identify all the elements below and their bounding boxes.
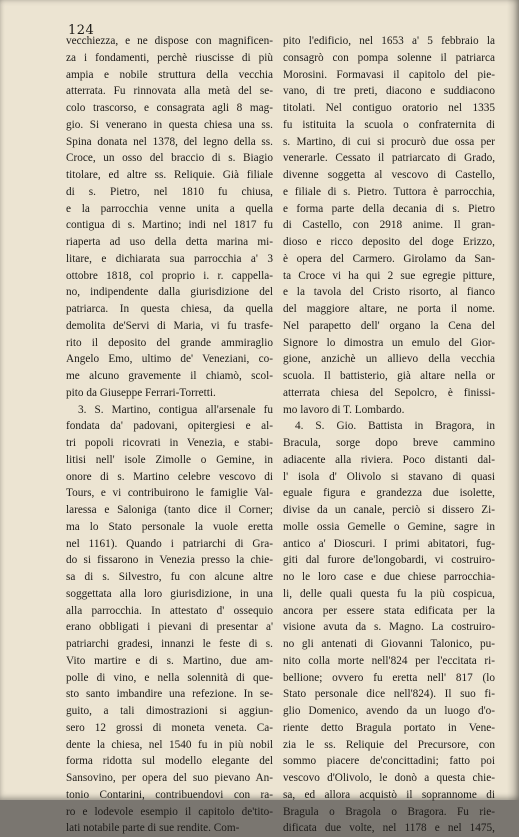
left-line: Angelo Emo, ultimo de' Veneziani, co- (66, 353, 273, 366)
right-line: dificata due volte, nel 1178 e nel 1475, (283, 822, 495, 835)
spine-shadow (507, 0, 519, 800)
right-line: vano, di tre preti, diacono e suddiacono (283, 85, 495, 98)
left-line: riaperta ad uso della detta marina mi- (66, 236, 273, 248)
right-line: e la tavola del Cristo risorto, al fianco (283, 286, 495, 299)
right-line: e filiale di s. Pietro. Tuttora è parrocchia, (283, 185, 495, 198)
left-line: guito, a tali dimostrazioni si aggiun- (66, 705, 273, 717)
left-line: sto santo imbandire una refezione. In se- (66, 688, 273, 701)
left-line: gio. Si venerano in questa chiesa una ss. (66, 118, 273, 131)
right-line: scuola. Il battisterio, già altare nella or (283, 370, 495, 382)
left-line: erano obbligati i pievani di presentar a' (66, 621, 273, 634)
right-line: no gli antenati di Giovanni Talonico, pu- (283, 638, 495, 650)
left-line: fondata da' padovani, opitergiesi e al- (66, 420, 273, 433)
right-line: titolati. Nel contiguo oratorio nel 1335 (283, 102, 495, 114)
right-line: ancora per essere stata edificata per la (283, 604, 495, 617)
right-line: giti dal furore de'longobardi, vi costruiro- (283, 554, 495, 567)
right-line: gione, anzichè un allievo della vecchia (283, 353, 495, 366)
left-line: litare, e dichiarata sua parrocchia a' 3 (66, 252, 273, 265)
right-line: venerarle. Cessato il patriarcato di Grado, (283, 152, 495, 165)
left-line: e la parrocchia venne unita a quella (66, 202, 273, 215)
left-line: vecchiezza, e ne dispose con magnificen- (66, 35, 273, 47)
left-line: ro e lodevole esempio il capitolo de'tito- (66, 805, 273, 818)
left-line: polle di vino, e nella solennità di que- (66, 671, 273, 684)
right-line: no le loro case e due chiese parrocchia- (283, 571, 495, 583)
right-line: bellione; ovvero fu eretta nell' 817 (lo (283, 671, 495, 684)
right-line: l' isola d' Olivolo si stavano di quasi (283, 470, 495, 483)
right-line: zia le ss. Reliquie del Precursore, con (283, 738, 495, 751)
left-line: onore di s. Martino celebre vescovo di (66, 470, 273, 483)
right-line: di Castello, con 2918 anime. Il gran- (283, 219, 495, 232)
right-line: atterrata chiesa del Sepolcro, è finissi- (283, 386, 495, 399)
left-line: Spina donata nel 1378, del legno della ss. (66, 135, 273, 148)
right-line: ta Croce vi ha qui 2 sue egregie pitture, (283, 269, 495, 282)
left-line: do si fissarono in Venezia presso la chie- (66, 554, 273, 567)
right-line: eguale figura e grandezza due isolette, (283, 487, 495, 500)
right-line: riente detto Bragula portato in Vene- (283, 721, 495, 734)
left-line: rito il deposito del grande ammiraglio (66, 336, 273, 349)
right-line: Stato personale dice nell'824). Il suo fi- (283, 688, 495, 701)
left-line: atterrata. Fu rinnovata alla metà del se- (66, 85, 273, 98)
right-line: Bracula, sorge dopo breve cammino (283, 437, 495, 449)
left-line: forma ridotta sul modello elegante del (66, 755, 273, 768)
right-text-column (283, 33, 495, 837)
right-line: divise da un canale, perciò si dissero Zi- (283, 504, 495, 516)
right-line: dioso e ricco deposito del doge Erizzo, (283, 236, 495, 248)
left-line: me alcuno gravemente il chiamò, scol- (66, 370, 273, 382)
left-line: ottobre 1818, col proprio i. r. cappella- (66, 269, 273, 282)
right-line: fu istituita la scuola o confraternita di (283, 118, 495, 131)
left-line: 3. S. Martino, contigua all'arsenale fu (78, 403, 273, 416)
left-line: soggettata alla loro giurisdizione, in una (66, 587, 273, 600)
left-line: demolita de'Servi di Maria, vi fu trasfe- (66, 319, 273, 332)
right-line: molle ossia Gemelle o Gemine, sagre in (283, 520, 495, 533)
left-line: Sansovino, per opera del suo pievano An- (66, 772, 273, 784)
left-line: pito da Giuseppe Ferrari-Torretti. (66, 386, 216, 399)
right-line: Bragula o Bragola o Bragora. Fu rie- (283, 805, 495, 818)
right-line: divenne soggetta al vescovo di Castello, (283, 169, 495, 181)
left-line: litisi nell' isole Zimolle o Gemine, in (66, 453, 273, 466)
right-line: glio Domenico, avendo da un luogo d'o- (283, 705, 495, 717)
left-line: tonio Contarini, contribuendovi con ra- (66, 788, 273, 801)
left-line: di s. Pietro, nel 1810 fu chiusa, (66, 185, 273, 198)
page-number: 124 (68, 23, 95, 38)
left-line: sa di s. Silvestro, fu con alcune altre (66, 571, 273, 583)
right-line: sommo piacere de'concittadini; fatto poi (283, 755, 495, 768)
left-line: dente la chiesa, nel 1540 fu in più nobil (66, 738, 273, 751)
left-line: Tours, e vi contribuirono le famiglie Val- (66, 487, 273, 500)
left-line: patriarca. In questa chiesa, da quella (66, 303, 273, 315)
right-line: del maggiore altare, ne porta il nome. (283, 303, 495, 315)
left-line: Vito martire e di s. Martino, due am- (66, 654, 273, 667)
left-line: contigua di s. Martino; indi nel 1817 fu (66, 219, 273, 232)
right-line: Signore lo dimostra un emulo del Gior- (283, 336, 495, 349)
right-line: è opera del Carmero. Girolamo da San- (283, 252, 495, 265)
left-line: no, indipendente dalla giurisdizione del (66, 286, 273, 299)
left-line: ma lo Stato personale la vuole eretta (66, 520, 273, 533)
right-line: sa, ed allora acquistò il soprannome di (283, 788, 495, 801)
left-line: sero 12 grossi di moneta veneta. Ca- (66, 721, 273, 734)
left-line: lati notabile parte di sue rendite. Com- (66, 822, 240, 835)
right-line: pito l'edificio, nel 1653 a' 5 febbraio la (283, 35, 495, 47)
left-line: alla parrocchia. In attestato d' ossequio (66, 604, 273, 617)
right-line: adiacente alla riviera. Poco distanti dal- (283, 453, 495, 466)
right-line: e forma parte della decania di s. Pietro (283, 202, 495, 215)
left-text-column (66, 33, 273, 837)
left-line: Croce, un osso del braccio di s. Biagio (66, 152, 273, 165)
left-line: colo trascorso, e consagrata agli 8 mag- (66, 102, 273, 114)
left-line: laressa e Saloniga (tanto dice il Corner; (66, 504, 273, 516)
right-line: Morosini. Formavasi il capitolo del pie- (283, 68, 495, 81)
left-line: ampia e nobile struttura della vecchia (66, 68, 273, 81)
right-line: li, delle quali questa fu la più cospicua, (283, 587, 495, 600)
left-line: tri popoli ricovrati in Venezia, e stabi- (66, 437, 273, 449)
right-line: nito colla morte nell'824 per l'eccitata ri- (283, 654, 495, 667)
right-line: vescovo d'Olivolo, le donò a questa chie- (283, 772, 495, 784)
left-line: titolare, ed altre ss. Reliquie. Già filiale (66, 169, 273, 181)
right-line: s. Martino, di cui si procurò due ossa per (283, 135, 495, 148)
left-line: za i fondamenti, perchè riuscisse di più (66, 51, 273, 64)
right-line: consagrò con pompa solenne il patriarca (283, 51, 495, 64)
right-line: visione avuta da s. Magno. La costruiro- (283, 621, 495, 634)
right-line: antico a' Dioscuri. I primi abitatori, fug- (283, 537, 495, 550)
left-line: nel 1161). Quando i patriarchi di Gra- (66, 537, 273, 550)
right-line: 4. S. Gio. Battista in Bragora, in (295, 420, 495, 433)
right-line: mo lavoro di T. Lombardo. (283, 403, 405, 416)
right-line: Nel parapetto dell' organo la Cena del (283, 319, 495, 332)
left-line: patriarchi gradesi, innanzi le feste di s. (66, 638, 273, 650)
